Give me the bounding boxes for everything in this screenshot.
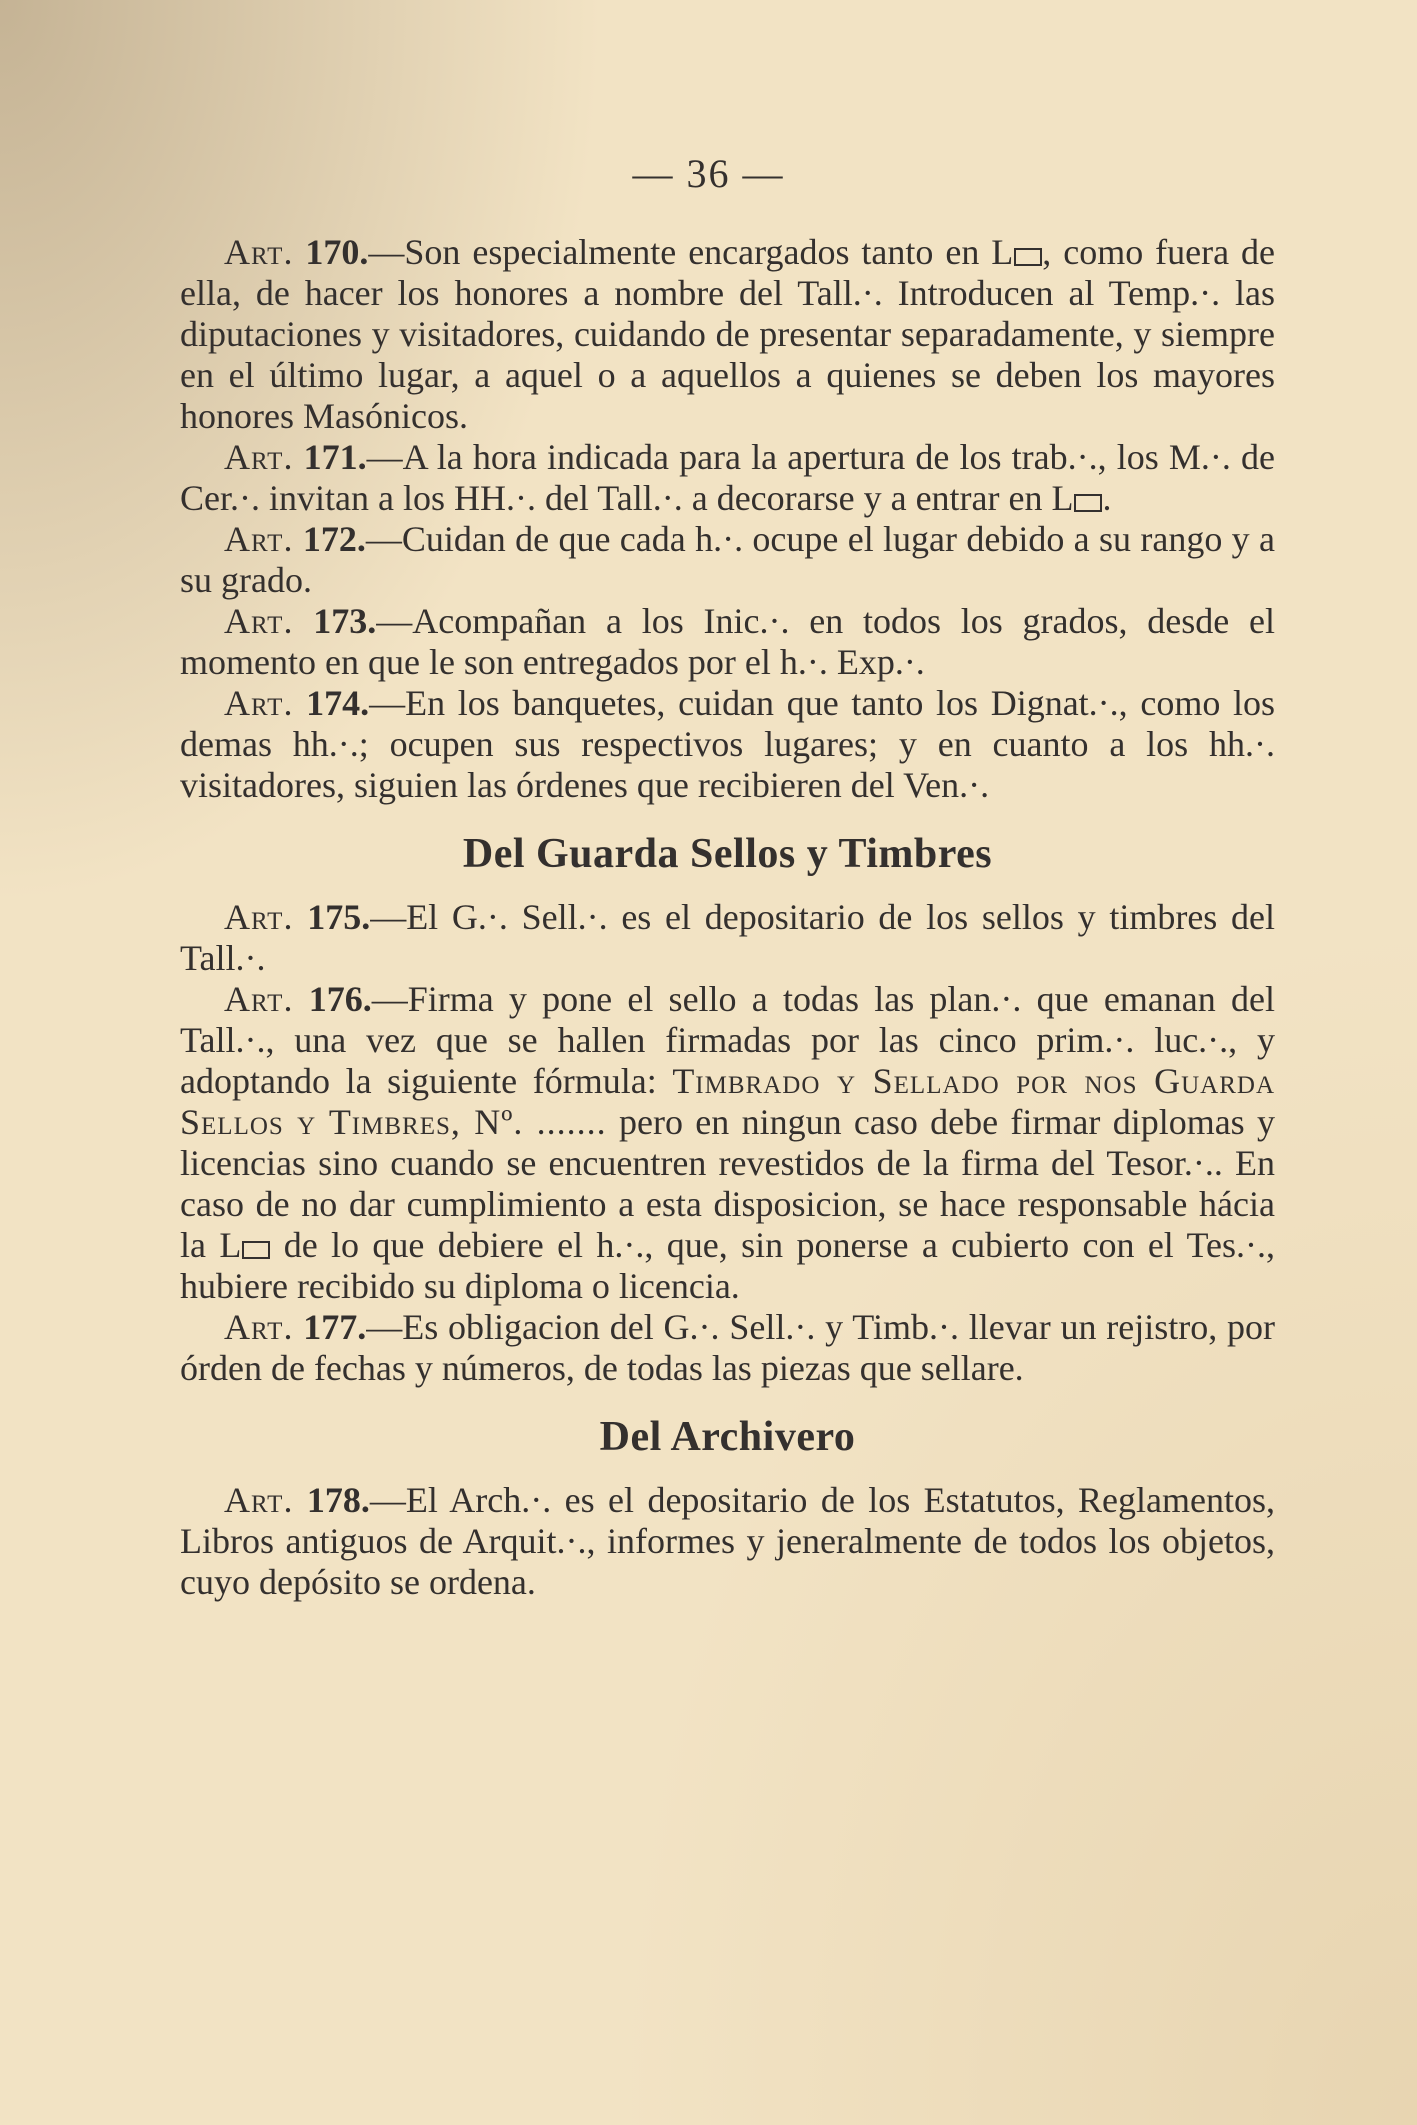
article-176 [180,979,1275,1307]
article-text: —En los banquetes, cuidan que tanto los Dignat.·., como los demas hh.·.; ocupen sus respectivos lugares; y en cuanto a los hh.·. visitadores, siguien las órdenes que recibieren del Ven.·. [180,683,1275,805]
article-text-cont: pero en ningun caso debe firmar diplomas y licencias sino cuando se encuentren revestidos de la firma del Tesor.·.. En caso de no dar cumplimiento a esta disposicion, se hace responsable hácia la L [180,1102,1275,1265]
seal-formula: Timbrado y Sellado por nos Guarda Sellos y Timbres, Nº. ....... [180,1061,1275,1142]
article-text-cont: , como fuera de ella, de hacer los honores a nombre del Tall.·. Introducen al Temp.·. las diputaciones y visitadores, cuidando de presentar separadamente, y siempre en el último lugar, a aquel o a aquellos a quienes se deben los mayores honores Masónicos. [180,232,1275,436]
article-text: —Acompañan a los Inic.·. en todos los grados, desde el momento en que le son entregados por el h.·. Exp.·. [180,601,1276,682]
article-174 [180,683,1275,806]
article-178 [180,1480,1275,1603]
article-text-cont: . [1102,478,1112,518]
section-heading-guarda-sellos: Del Guarda Sellos y Timbres [462,831,993,877]
article-label: Art. [224,683,294,723]
section-heading-archivero: Del Archivero [599,1414,856,1460]
article-173 [180,601,1275,683]
article-number: 177. [303,1307,367,1347]
article-text: —Es obligacion del G.·. Sell.·. y Timb.·. llevar un rejistro, por órden de fechas y números, de todas las piezas que sellare. [180,1307,1276,1388]
article-label: Art. [224,232,294,272]
article-label: Art. [224,601,294,641]
article-172 [180,519,1275,601]
article-171 [180,437,1275,519]
article-text: —El G.·. Sell.·. es el depositario de los sellos y timbres del Tall.·. [180,897,1276,978]
article-text: —A la hora indicada para la apertura de los trab.·., los M.·. de Cer.·. invitan a los HH.·. del Tall.·. a decorarse y a entrar en L [180,437,1275,518]
lodge-square-icon [1014,248,1042,266]
article-text: —Son especialmente encargados tanto en L [368,232,1014,272]
article-label: Art. [224,897,294,937]
article-label: Art. [224,1480,294,1520]
article-177 [180,1307,1275,1389]
article-number: 174. [306,683,370,723]
article-text: —Cuidan de que cada h.·. ocupe el lugar debido a su rango y a su grado. [180,519,1276,600]
article-number: 171. [303,437,367,477]
article-number: 175. [307,897,371,937]
article-label: Art. [224,979,294,1019]
article-number: 170. [305,232,369,272]
article-label: Art. [224,1307,294,1347]
page-text [180,232,1275,1603]
page-number: — 36 — [632,151,785,196]
article-text: —Firma y pone el sello a todas las plan.·. que emanan del Tall.·., una vez que se hallen firmadas por las cinco prim.·. luc.·., y adoptando la siguiente fórmula: [180,979,1275,1101]
article-number: 178. [306,1480,370,1520]
article-text: —El Arch.·. es el depositario de los Estatutos, Reglamentos, Libros antiguos de Arquit.·., informes y jeneralmente de todos los objetos, cuyo depósito se ordena. [180,1480,1276,1602]
article-175 [180,897,1275,979]
article-text-end: de lo que debiere el h.·., que, sin ponerse a cubierto con el Tes.·., hubiere recibido su diploma o licencia. [180,1225,1275,1306]
article-label: Art. [224,519,294,559]
lodge-square-icon [1074,494,1102,512]
article-label: Art. [224,437,294,477]
article-number: 173. [313,601,377,641]
article-number: 176. [308,979,372,1019]
lodge-square-icon [242,1241,270,1259]
article-170 [180,232,1275,437]
article-number: 172. [302,519,366,559]
